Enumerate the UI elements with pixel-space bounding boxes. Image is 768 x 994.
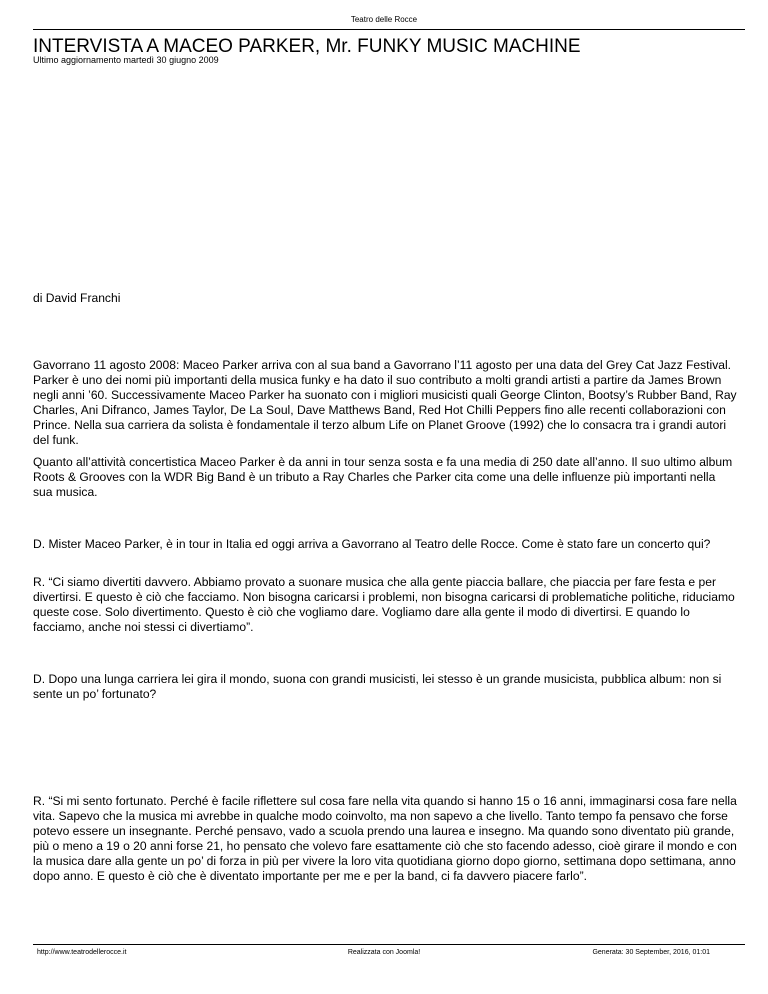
page-header-site-name: Teatro delle Rocce — [350, 15, 418, 24]
footer-divider — [33, 944, 745, 945]
article-paragraph-intro: Gavorrano 11 agosto 2008: Maceo Parker arriva con al sua band a Gavorrano l’11 agosto per una data del Grey Cat Jazz Festival. Parker è uno dei nomi più importanti della musica funky e ha dato il suo contributo a molti grandi artisti a partire da James Brown negli anni ’60. Successivamente Maceo Parker ha suonato con i migliori musicisti quali George Clinton, Bootsy’s Rubber Band, Ray Charles, Ani Difranco, James Taylor, De La Soul, Dave Matthews Band, Red Hot Chilli Peppers fino alle recenti collaborazioni con Prince. Nella sua carriera da solista è fondamentale il terzo album Life on Planet Groove (1992) che lo consacra tra i grandi autori del funk. — [33, 358, 737, 447]
header-divider — [33, 29, 745, 30]
interview-question-1: D. Mister Maceo Parker, è in tour in Italia ed oggi arriva a Gavorrano al Teatro delle Rocce. Come è stato fare un concerto qui? — [33, 537, 711, 551]
interview-question-2: D. Dopo una lunga carriera lei gira il mondo, suona con grandi musicisti, lei stesso è un grande musicista, pubblica album: non si sente un po’ fortunato? — [33, 672, 722, 701]
footer-generated-date: Generata: 30 September, 2016, 01:01 — [592, 949, 710, 956]
article-paragraph-tour: Quanto all’attività concertistica Maceo Parker è da anni in tour senza sosta e fa una media di 250 date all’anno. Il suo ultimo album Roots & Grooves con la WDR Big Band è un tributo a Ray Charles che Parker cita come una delle influenze più importanti nella sua musica. — [33, 455, 733, 499]
footer-credit: Realizzata con Joomla! — [347, 949, 421, 956]
footer-site-url: http://www.teatrodellerocce.it — [37, 949, 127, 956]
interview-answer-1: R. “Ci siamo divertiti davvero. Abbiamo provato a suonare musica che alla gente piaccia ballare, che piaccia per fare festa e per divertirsi. E questo è ciò che facciamo. Non bisogna caricarsi i problemi, non bisogna caricarsi di problematiche politiche, riduciamo queste cose. Solo divertimento. Questo è ciò che vogliamo dare. Vogliamo dare alla gente il modo di divertirsi. E quando lo facciamo, anche noi stessi ci divertiamo”. — [33, 575, 735, 634]
interview-answer-2: R. “Si mi sento fortunato. Perché è facile riflettere sul cosa fare nella vita quando si hanno 15 o 16 anni, immaginarsi cosa fare nella vita. Sapevo che la musica mi avrebbe in qualche modo coinvolto, ma non sapevo a che livello. Tanto tempo fa pensavo che forse potevo essere un insegnante. Perché pensavo, vado a scuola prendo una laurea e insegno. Ma quando sono diventato più grande, più o meno a 19 o 20 anni forse 21, ho pensato che volevo fare esattamente ciò che sto facendo adesso, cioè girare il mondo e con la musica dare alla gente un po’ di forza in più per vivere la loro vita quotidiana giorno dopo giorno, settimana dopo settimana, anno dopo anno. E questo è ciò che è diventato importante per me e per la band, ci fa davvero piacere farlo”. — [33, 794, 737, 883]
article-title: INTERVISTA A MACEO PARKER, Mr. FUNKY MUSIC MACHINE — [33, 36, 581, 57]
article-byline: di David Franchi — [33, 291, 121, 305]
last-updated-date: Ultimo aggiornamento martedì 30 giugno 2009 — [33, 55, 219, 65]
